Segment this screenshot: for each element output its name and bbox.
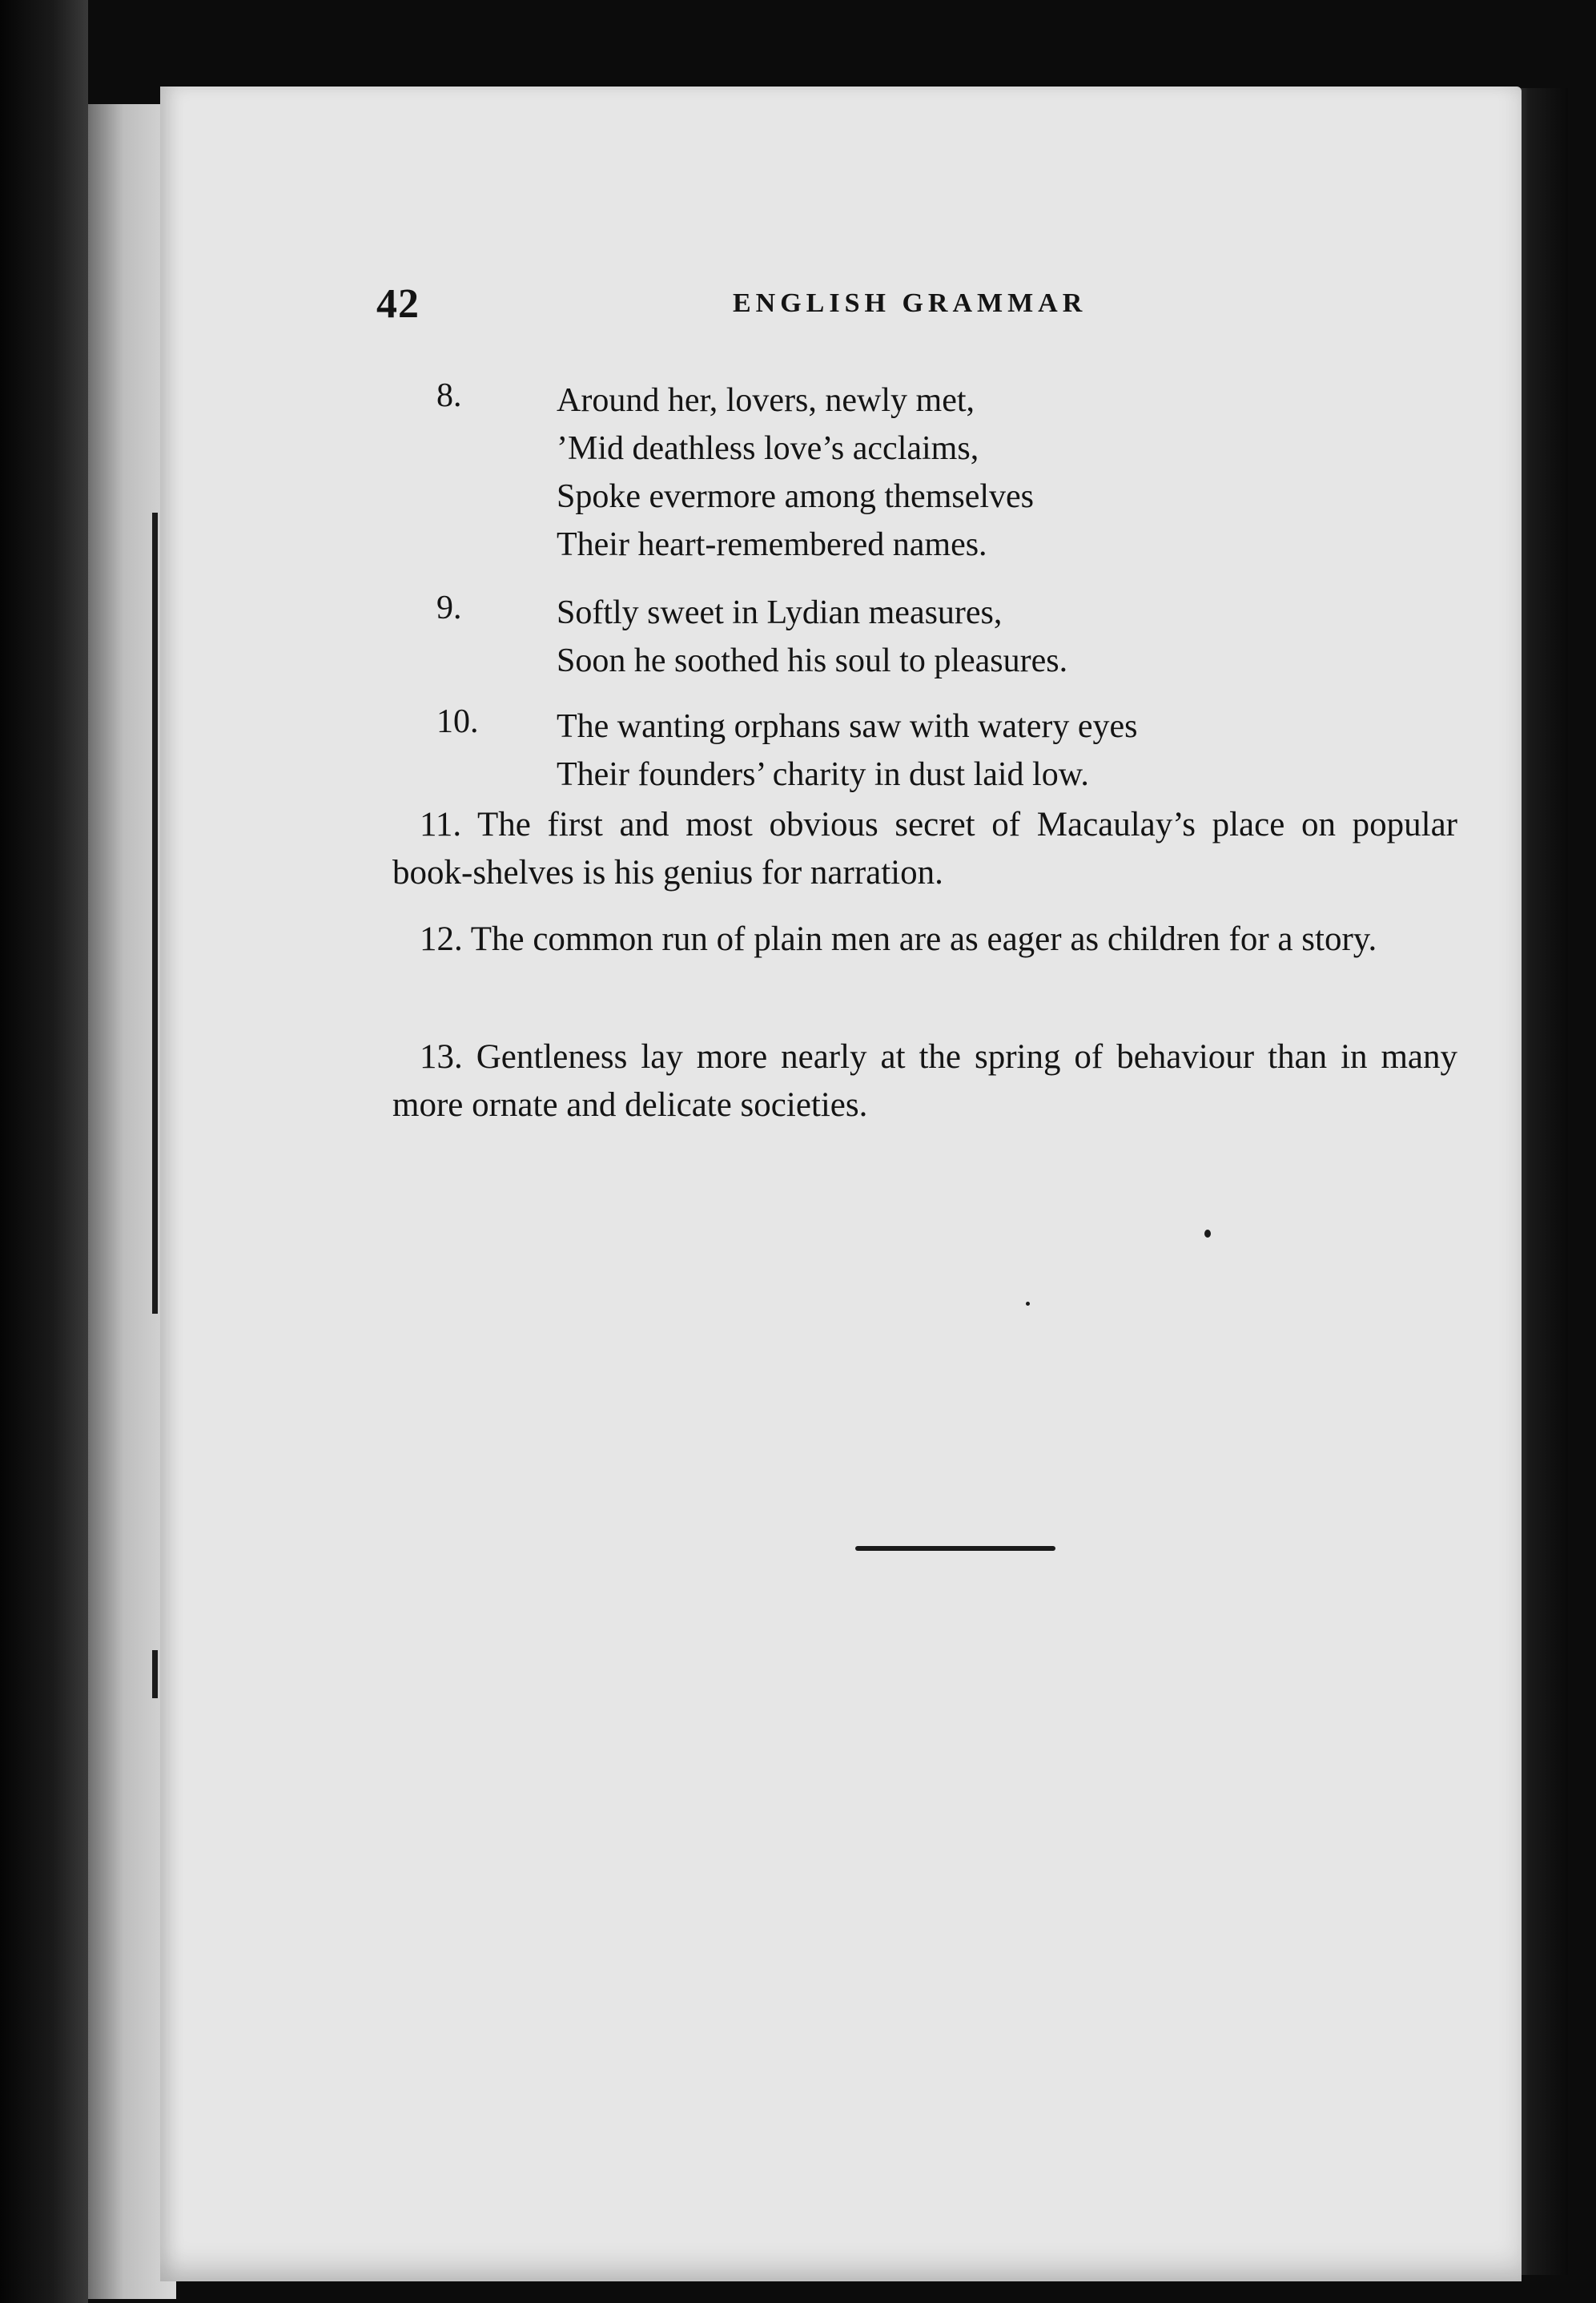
verse-line: The wanting orphans saw with watery eyes xyxy=(557,708,1138,745)
spine-shadow xyxy=(152,1650,158,1698)
ink-speck xyxy=(1204,1230,1211,1238)
verse-line: Around her, lovers, newly met, xyxy=(557,382,975,419)
verse-number: 9. xyxy=(436,590,462,626)
scan-left-edge xyxy=(0,0,88,2303)
spine-shadow xyxy=(152,513,158,1314)
verse-lines xyxy=(557,703,1137,799)
verse-lines xyxy=(557,589,1067,685)
verse-line: Their founders’ charity in dust laid low. xyxy=(557,756,1089,793)
running-head: ENGLISH GRAMMAR xyxy=(733,288,1087,318)
verse-lines xyxy=(557,376,1034,569)
verse-number: 8. xyxy=(436,377,462,414)
paragraph-13: 13. Gentleness lay more nearly at the spring of behaviour than in many more ornate and delicate societies. xyxy=(392,1038,1457,1124)
paragraph-11: 11. The first and most obvious secret of Macaulay’s place on popular book-shelves is his genius for narration. xyxy=(392,806,1457,892)
page-header xyxy=(376,280,1417,344)
ink-speck xyxy=(1026,1302,1030,1306)
end-rule xyxy=(855,1546,1055,1551)
verse-line: Spoke evermore among themselves xyxy=(557,478,1034,515)
verse-line: Softly sweet in Lydian measures, xyxy=(557,594,1003,631)
verse-line: Their heart-remembered names. xyxy=(557,526,987,563)
paragraph-12: 12. The common run of plain men are as eager as children for a story. xyxy=(420,920,1377,958)
verse-line: Soon he soothed his soul to pleasures. xyxy=(557,642,1068,679)
page-number: 42 xyxy=(376,281,420,327)
verse-line: ’Mid deathless love’s acclaims, xyxy=(557,430,979,467)
verse-number: 10. xyxy=(436,703,479,740)
